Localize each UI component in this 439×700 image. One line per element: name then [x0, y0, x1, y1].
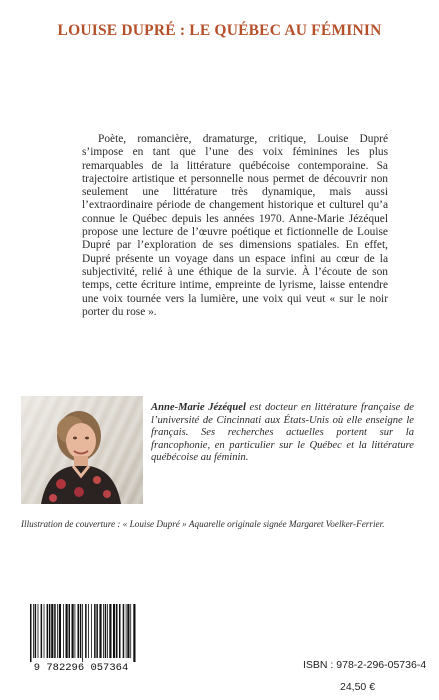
isbn-barcode	[20, 604, 142, 672]
barcode-bar	[69, 604, 71, 658]
barcode-bar	[119, 604, 121, 658]
barcode-bar	[123, 604, 125, 658]
barcode-bar	[126, 604, 127, 658]
book-title: LOUISE DUPRÉ : LE QUÉBEC AU FÉMININ	[57, 22, 382, 39]
barcode-bar	[66, 604, 68, 658]
barcode-bar	[41, 604, 43, 658]
isbn-text: ISBN : 978-2-296-05736-4	[303, 659, 427, 671]
barcode-bar	[113, 604, 115, 658]
barcode-bar	[99, 604, 101, 658]
barcode-bar	[109, 604, 111, 658]
author-bio-text: est docteur en littérature française de l’université de Cincinnati aux États-Unis où elle enseigne le français. Ses recherches actuelles portent sur la francophonie, en particulier sur le Québec et la littérature québécoise au féminin.	[151, 402, 414, 464]
barcode-bar	[63, 604, 64, 658]
book-summary: Poète, romancière, dramaturge, critique, Louise Dupré s’impose en tant que l’une des voix féminines les plus remarquables de la littérature québécoise contemporaine. Sa trajectoire artistique et personnelle nous permet de découvrir non seulement une littérature très dynamique, mais aussi l’extraordinaire période de changement historique et culturel qu’a connue le Québec depuis les années 1970. Anne-Marie Jézéquel propose une lecture de l’œuvre poétique et fictionnelle de Louise Dupré par l’exploration de ses dimensions spatiales. En effet, Dupré présente un voyage dans un espace infini au cœur de la subjectivité, relié à une éthique de la survie. À l’écoute de son temps, cette écriture intime, empreinte de lyrisme, laisse entendre une voix tournée vers la lumière, une voix qui veut « sur le noir porter du rose ».	[82, 133, 388, 318]
barcode-bar	[47, 604, 49, 658]
barcode-bar	[91, 604, 92, 658]
barcode-bar	[51, 604, 53, 658]
barcode-bar	[44, 604, 45, 658]
cover-illustration-credit: Illustration de couverture : « Louise Dupré » Aquarelle originale signée Margaret Voelker-Ferrier.	[21, 519, 385, 529]
barcode-bar	[127, 604, 129, 658]
barcode-bar	[80, 604, 82, 658]
barcode-bar	[96, 604, 98, 658]
barcode-bar	[54, 604, 56, 658]
barcode-bar	[88, 604, 89, 658]
author-name: Anne-Marie Jézéquel	[151, 402, 246, 413]
author-bio	[151, 402, 414, 465]
barcode-bar	[107, 604, 108, 658]
barcode-bar	[57, 604, 58, 658]
barcode-bar	[33, 604, 34, 658]
barcode-bar	[38, 604, 39, 658]
barcode-bar	[116, 604, 118, 658]
barcode-bar	[75, 604, 76, 658]
barcode-bar	[35, 604, 37, 658]
barcode-bar	[49, 604, 51, 658]
barcode-bar	[72, 604, 74, 658]
author-photo	[21, 396, 143, 504]
barcode-bar	[133, 604, 135, 662]
barcode-bar	[59, 604, 61, 658]
barcode-bar	[30, 604, 32, 662]
barcode-bar	[105, 604, 107, 658]
barcode-digits: 9 782296 057364	[33, 662, 129, 672]
barcode-bar	[103, 604, 104, 658]
barcode-bar	[94, 604, 96, 658]
barcode-bar	[85, 604, 87, 658]
barcode-bar	[82, 604, 83, 662]
barcode-bars	[30, 604, 136, 662]
barcode-bar	[130, 604, 131, 658]
barcode-bar	[78, 604, 80, 658]
price: 24,50 €	[340, 681, 376, 693]
